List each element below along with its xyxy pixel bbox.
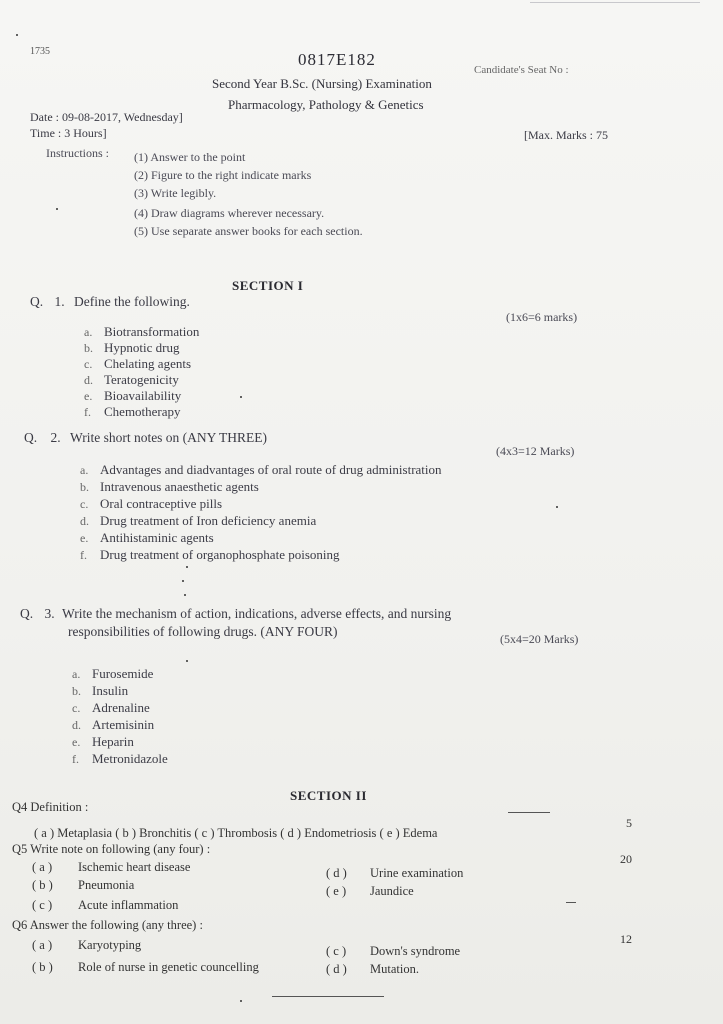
exam-date: Date : 09-08-2017, Wednesday] [30,110,183,124]
question-2-marks: (4x3=12 Marks) [496,444,575,458]
q3-item-a: a. Furosemide [72,666,154,681]
exam-title: Second Year B.Sc. (Nursing) Examination [212,76,432,91]
section-2-title: SECTION II [290,788,367,803]
question-number: 2. [50,430,61,445]
scan-speck [186,660,188,662]
q5-item-e: ( e ) Jaundice [326,884,414,898]
instruction-item: (4) Draw diagrams wherever necessary. [134,206,325,220]
instruction-item: (5) Use separate answer books for each section. [134,224,363,238]
question-3-line-2: responsibilities of following drugs. (ANY FOUR) [68,624,338,639]
rule-line [508,812,550,813]
question-3 [20,606,451,622]
instructions-label: Instructions : [46,146,109,160]
q3-item-b: b. Insulin [72,683,129,698]
q5-item-a: ( a ) Ischemic heart disease [32,860,191,874]
top-edge-mark [530,2,700,3]
q6-item-c: ( c ) Down's syndrome [326,944,461,958]
q2-item-d: d. Drug treatment of Iron deficiency anemia [80,513,317,528]
exam-time: Time : 3 Hours] [30,126,107,140]
instruction-item: (3) Write legibly. [134,186,217,200]
q6-item-b: ( b ) Role of nurse in genetic councelling [32,960,259,974]
q5-item-b: ( b ) Pneumonia [32,878,135,892]
end-rule [272,996,384,997]
scan-speck [184,594,186,596]
question-5: Q5 Write note on following (any four) : [12,842,211,856]
q1-item-c: c. Chelating agents [84,356,192,371]
question-3-marks: (5x4=20 Marks) [500,632,579,646]
corner-code: 1735 [30,46,50,57]
section-1-title: SECTION I [232,278,304,293]
scan-speck [16,34,18,36]
q3-item-e: e. Heparin [72,734,134,749]
q1-item-b: b. Hypnotic drug [84,340,180,355]
question-text: Define the following. [74,294,190,309]
question-prefix: Q. [20,606,34,621]
q1-item-e: e. Bioavailability [84,388,182,403]
q2-item-f: f. Drug treatment of organophosphate poisoning [80,547,340,562]
q3-item-f: f. Metronidazole [72,751,168,766]
q3-item-d: d. Artemisinin [72,717,155,732]
question-4-items: ( a ) Metaplasia ( b ) Bronchitis ( c ) Thrombosis ( d ) Endometriosis ( e ) Edema [34,826,438,840]
q5-item-c: ( c ) Acute inflammation [32,898,179,912]
q6-item-a: ( a ) Karyotyping [32,938,142,952]
q1-item-d: d. Teratogenicity [84,372,179,387]
scan-speck [56,208,58,210]
question-number: 3. [44,606,55,621]
q2-item-b: b. Intravenous anaesthetic agents [80,479,259,494]
q6-item-d: ( d ) Mutation. [326,962,419,976]
question-4: Q4 Definition : [12,800,89,814]
paper-code: 0817E182 [298,50,376,69]
q2-item-a: a. Advantages and diadvantages of oral route of drug administration [80,462,442,477]
question-prefix: Q. [24,430,38,445]
q3-item-c: c. Adrenaline [72,700,150,715]
scan-speck [182,580,184,582]
question-6-marks: 12 [620,932,632,946]
stray-mark [566,902,576,903]
q1-item-f: f. Chemotherapy [84,404,181,419]
question-2 [24,430,267,446]
scan-speck [240,1000,242,1002]
question-4-marks: 5 [626,816,632,830]
subject-title: Pharmacology, Pathology & Genetics [228,97,424,112]
question-1 [30,294,190,310]
q2-item-c: c. Oral contraceptive pills [80,496,223,511]
q2-item-e: e. Antihistaminic agents [80,530,214,545]
question-1-marks: (1x6=6 marks) [506,310,578,324]
scan-speck [240,396,242,398]
question-5-marks: 20 [620,852,632,866]
q1-item-a: a. Biotransformation [84,324,200,339]
question-number: 1. [54,294,65,309]
question-text-line-1: Write the mechanism of action, indications, adverse effects, and nursing [62,606,452,621]
scan-speck [556,506,558,508]
question-6: Q6 Answer the following (any three) : [12,918,203,932]
question-prefix: Q. [30,294,44,309]
instruction-item: (1) Answer to the point [134,150,246,164]
instruction-item: (2) Figure to the right indicate marks [134,168,312,182]
scan-speck [186,566,188,568]
question-text: Write short notes on (ANY THREE) [70,430,268,445]
q5-item-d: ( d ) Urine examination [326,866,464,880]
max-marks: [Max. Marks : 75 [524,128,608,142]
seat-number-label: Candidate's Seat No : [474,64,569,76]
